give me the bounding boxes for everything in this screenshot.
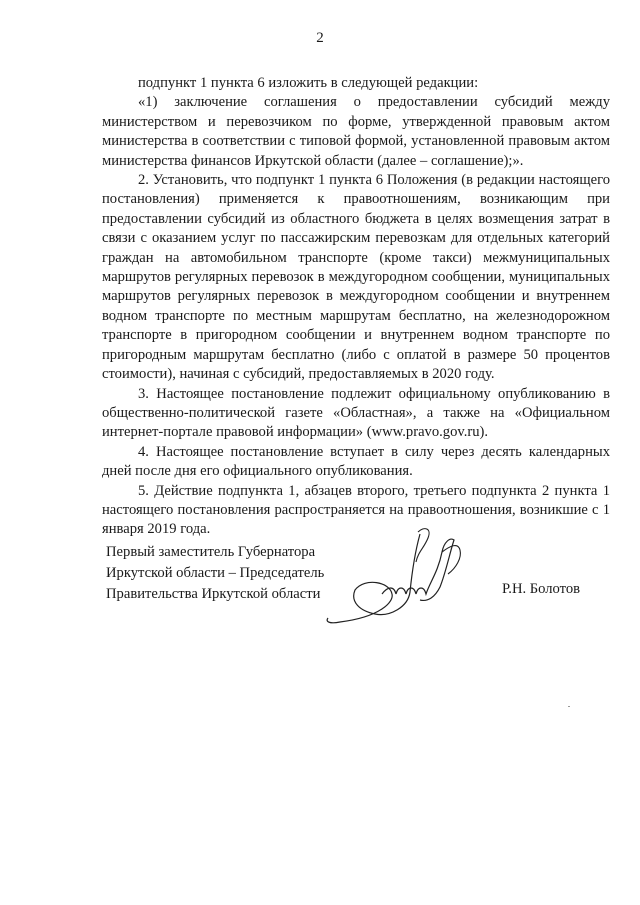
signatory-title-line: Иркутской области – Председатель bbox=[106, 565, 325, 581]
paragraph-item-3: 3. Настоящее постановление подлежит официальному опубликованию в общественно-политической газете «Областная», а также на «Официальном интернет-портале правовой информации» (www.pravo.gov.ru). bbox=[102, 385, 610, 441]
paragraph-item-4: 4. Настоящее постановление вступает в силу через десять календарных дней после дня его официального опубликования. bbox=[102, 443, 610, 480]
page-number: 2 bbox=[316, 30, 324, 46]
signatory-title bbox=[106, 542, 326, 605]
signatory-title-line: Правительства Иркутской области bbox=[106, 586, 321, 602]
scan-speck bbox=[568, 706, 570, 707]
document-body bbox=[102, 74, 610, 540]
signatory-title-line: Первый заместитель Губернатора bbox=[106, 544, 316, 560]
paragraph-item-2: 2. Установить, что подпункт 1 пункта 6 Положения (в редакции настоящего постановления) применяется к правоотношениям, возникающим при предоставлении субсидий из областного бюджета в целях возмещения затрат в связи с оказанием услуг по пассажирским перевозкам для отдельных категорий граждан на автомобильном транспорте (кроме такси) межмуниципальных маршрутов регулярных перевозок в междугородном сообщении, муниципальных маршрутов регулярных перевозок в междугородном сообщении и внутреннем водном транспорте по местным маршрутам бесплатно, на железнодорожном транспорте в пригородном сообщении и внутреннем водном транспорте по пригородным маршрутам бесплатно (либо с оплатой в размере 50 процентов стоимости), начиная с субсидий, предоставляемых в 2020 году. bbox=[102, 172, 610, 383]
paragraph-quoted-subitem: «1) заключение соглашения о предоставлении субсидий между министерством и перевозчиком по форме, утвержденной правовым актом министерства в соответствии с типовой формой, установленной правовым актом министерства финансов Иркутской области (далее – соглашение);». bbox=[102, 94, 610, 169]
paragraph-item-5: 5. Действие подпункта 1, абзацев второго, третьего подпункта 2 пункта 1 настоящего постановления распространяется на правоотношения, возникшие с 1 января 2019 года. bbox=[102, 482, 610, 538]
paragraph-intro: подпункт 1 пункта 6 изложить в следующей редакции: bbox=[138, 75, 479, 91]
handwritten-signature bbox=[320, 522, 480, 642]
signatory-name: Р.Н. Болотов bbox=[502, 581, 581, 597]
